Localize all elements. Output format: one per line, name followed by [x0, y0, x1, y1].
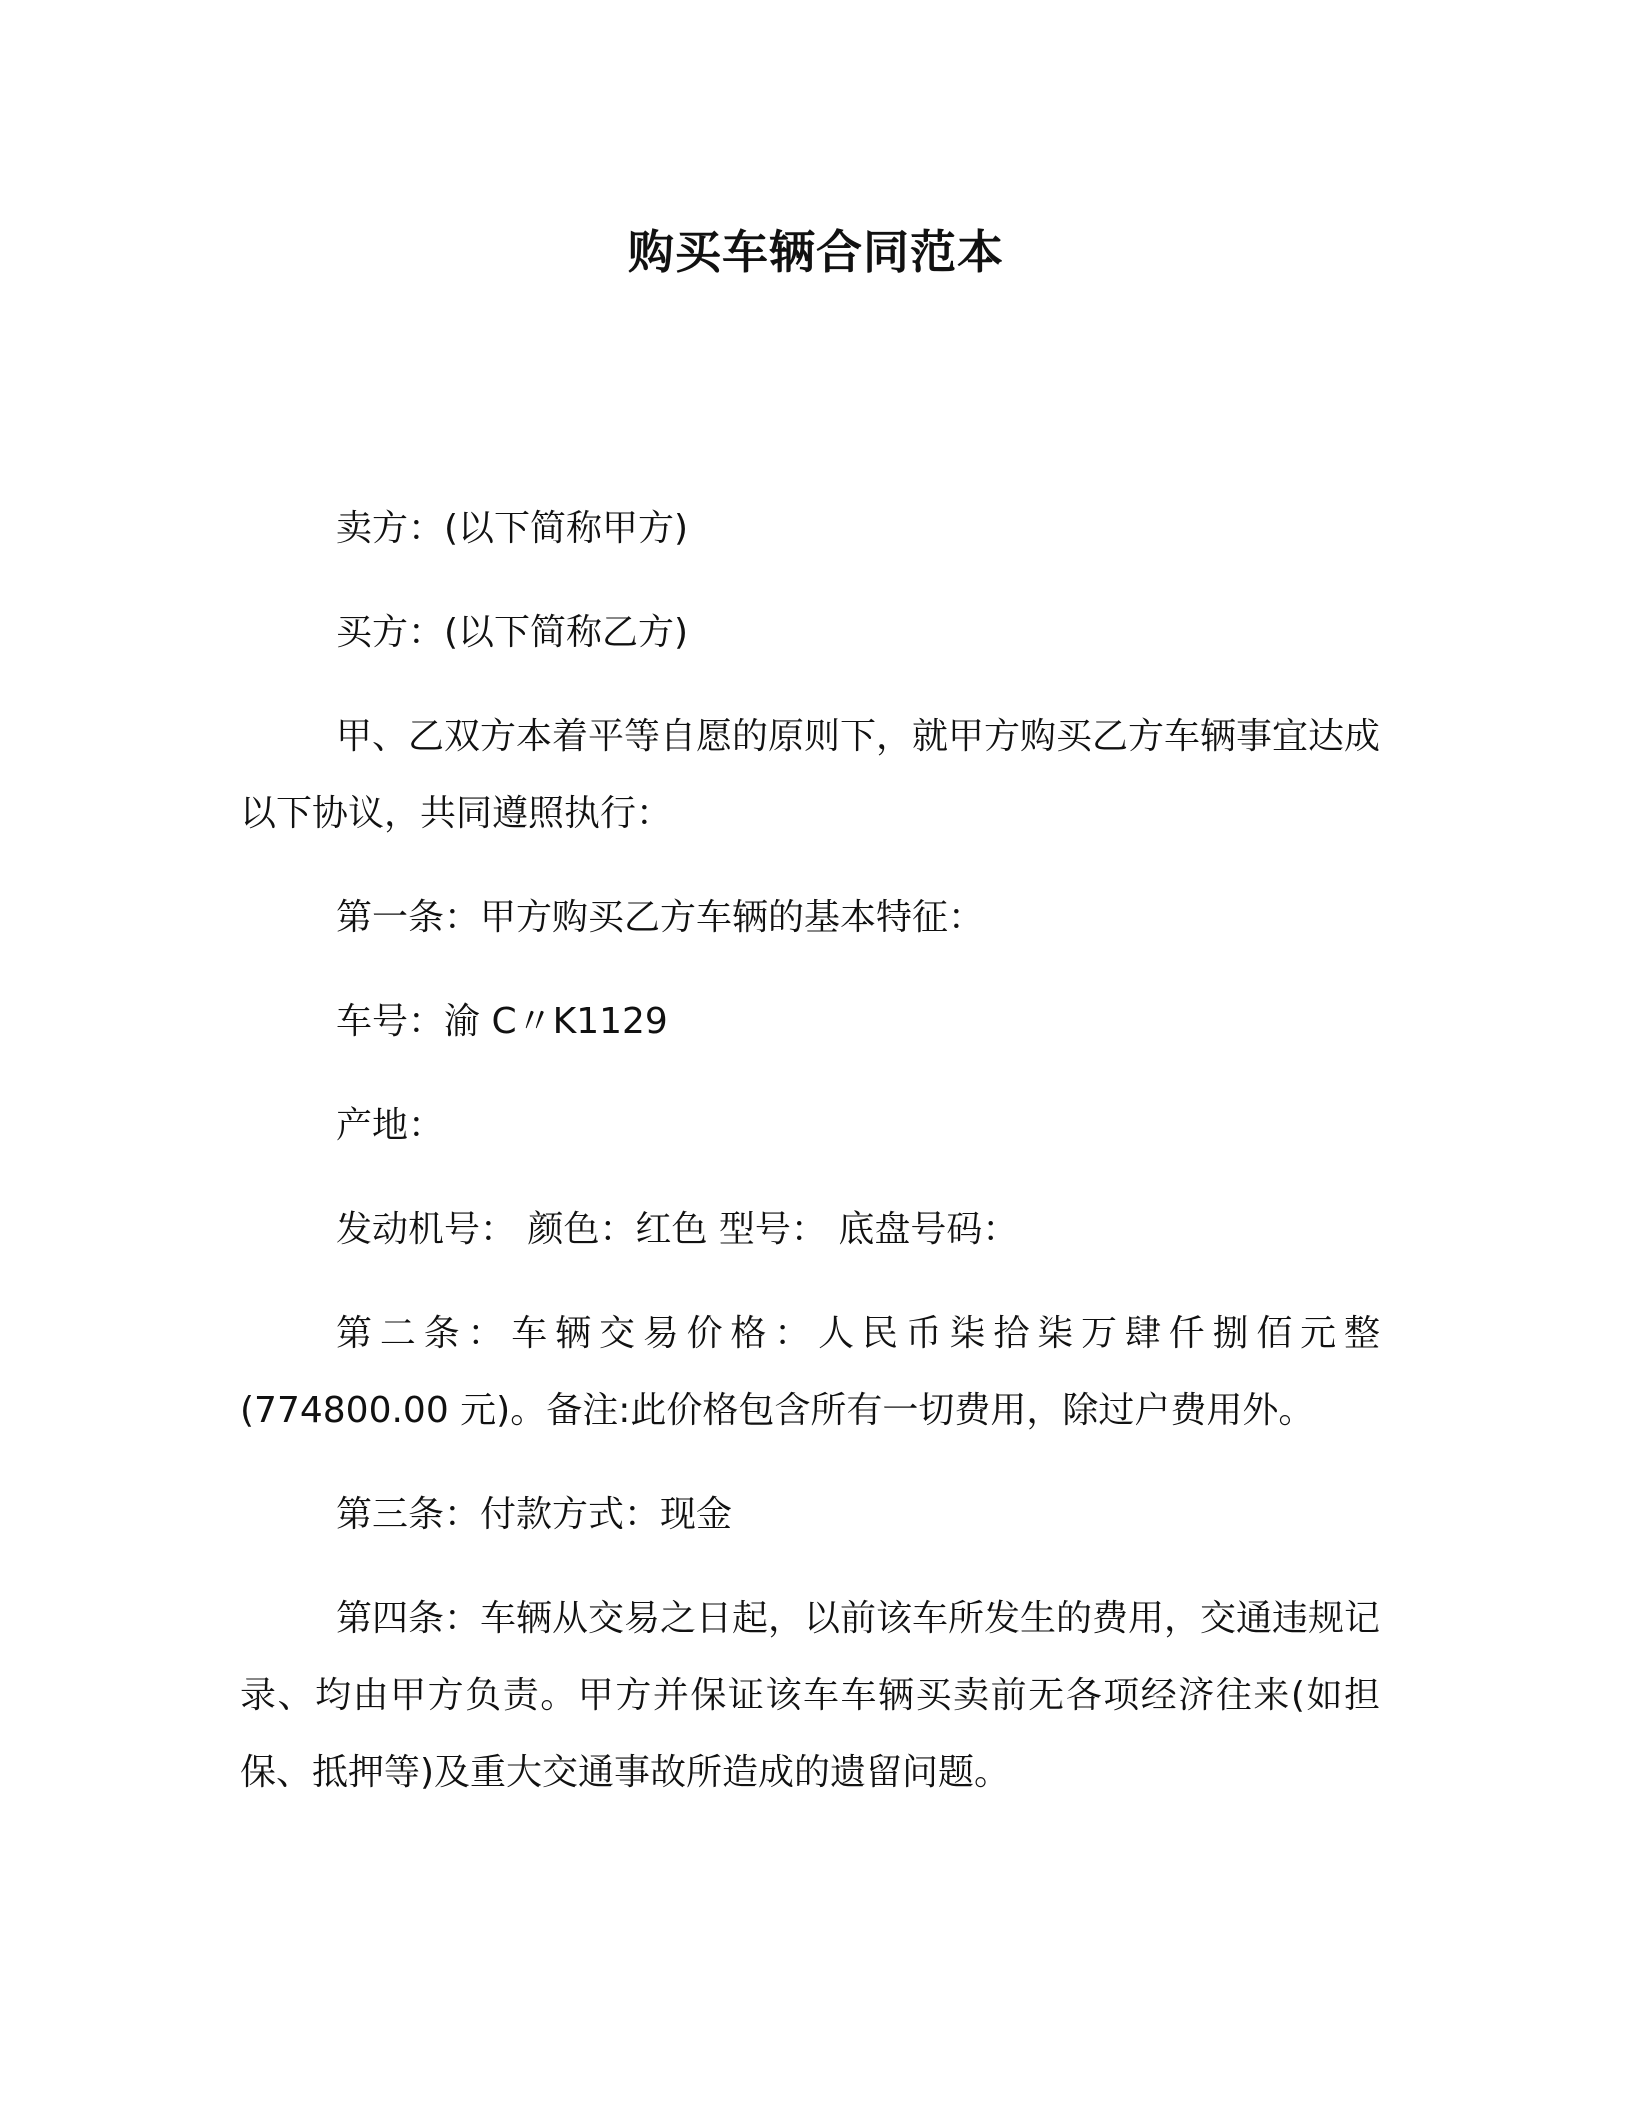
document-body: [240, 490, 1380, 1838]
document-title: 购买车辆合同范本: [628, 225, 1004, 279]
article-4-paragraph: 第四条：车辆从交易之日起，以前该车所发生的费用，交通违规记录、均由甲方负责。甲方并保证该车车辆买卖前无各项经济往来(如担保、抵押等)及重大交通事故所造成的遗留问题。: [240, 1598, 1381, 1793]
origin-line: 产地：: [336, 1105, 445, 1146]
vehicle-details-line: 发动机号： 颜色：红色 型号： 底盘号码：: [336, 1209, 1019, 1250]
plate-number-line: 车号：渝 C〃K1129: [336, 1001, 668, 1042]
preamble-paragraph: 甲、乙双方本着平等自愿的原则下，就甲方购买乙方车辆事宜达成以下协议，共同遵照执行：: [240, 716, 1381, 834]
article-2-paragraph: 第二条：车辆交易价格：人民币柒拾柒万肆仟捌佰元整(774800.00 元)。备注:此价格包含所有一切费用，除过户费用外。: [240, 1313, 1380, 1431]
article-3-paragraph: 第三条：付款方式：现金: [336, 1494, 733, 1535]
article-1-heading: 第一条：甲方购买乙方车辆的基本特征：: [336, 897, 985, 938]
buyer-line: 买方：(以下简称乙方): [336, 612, 689, 653]
seller-line: 卖方：(以下简称甲方): [336, 508, 689, 549]
